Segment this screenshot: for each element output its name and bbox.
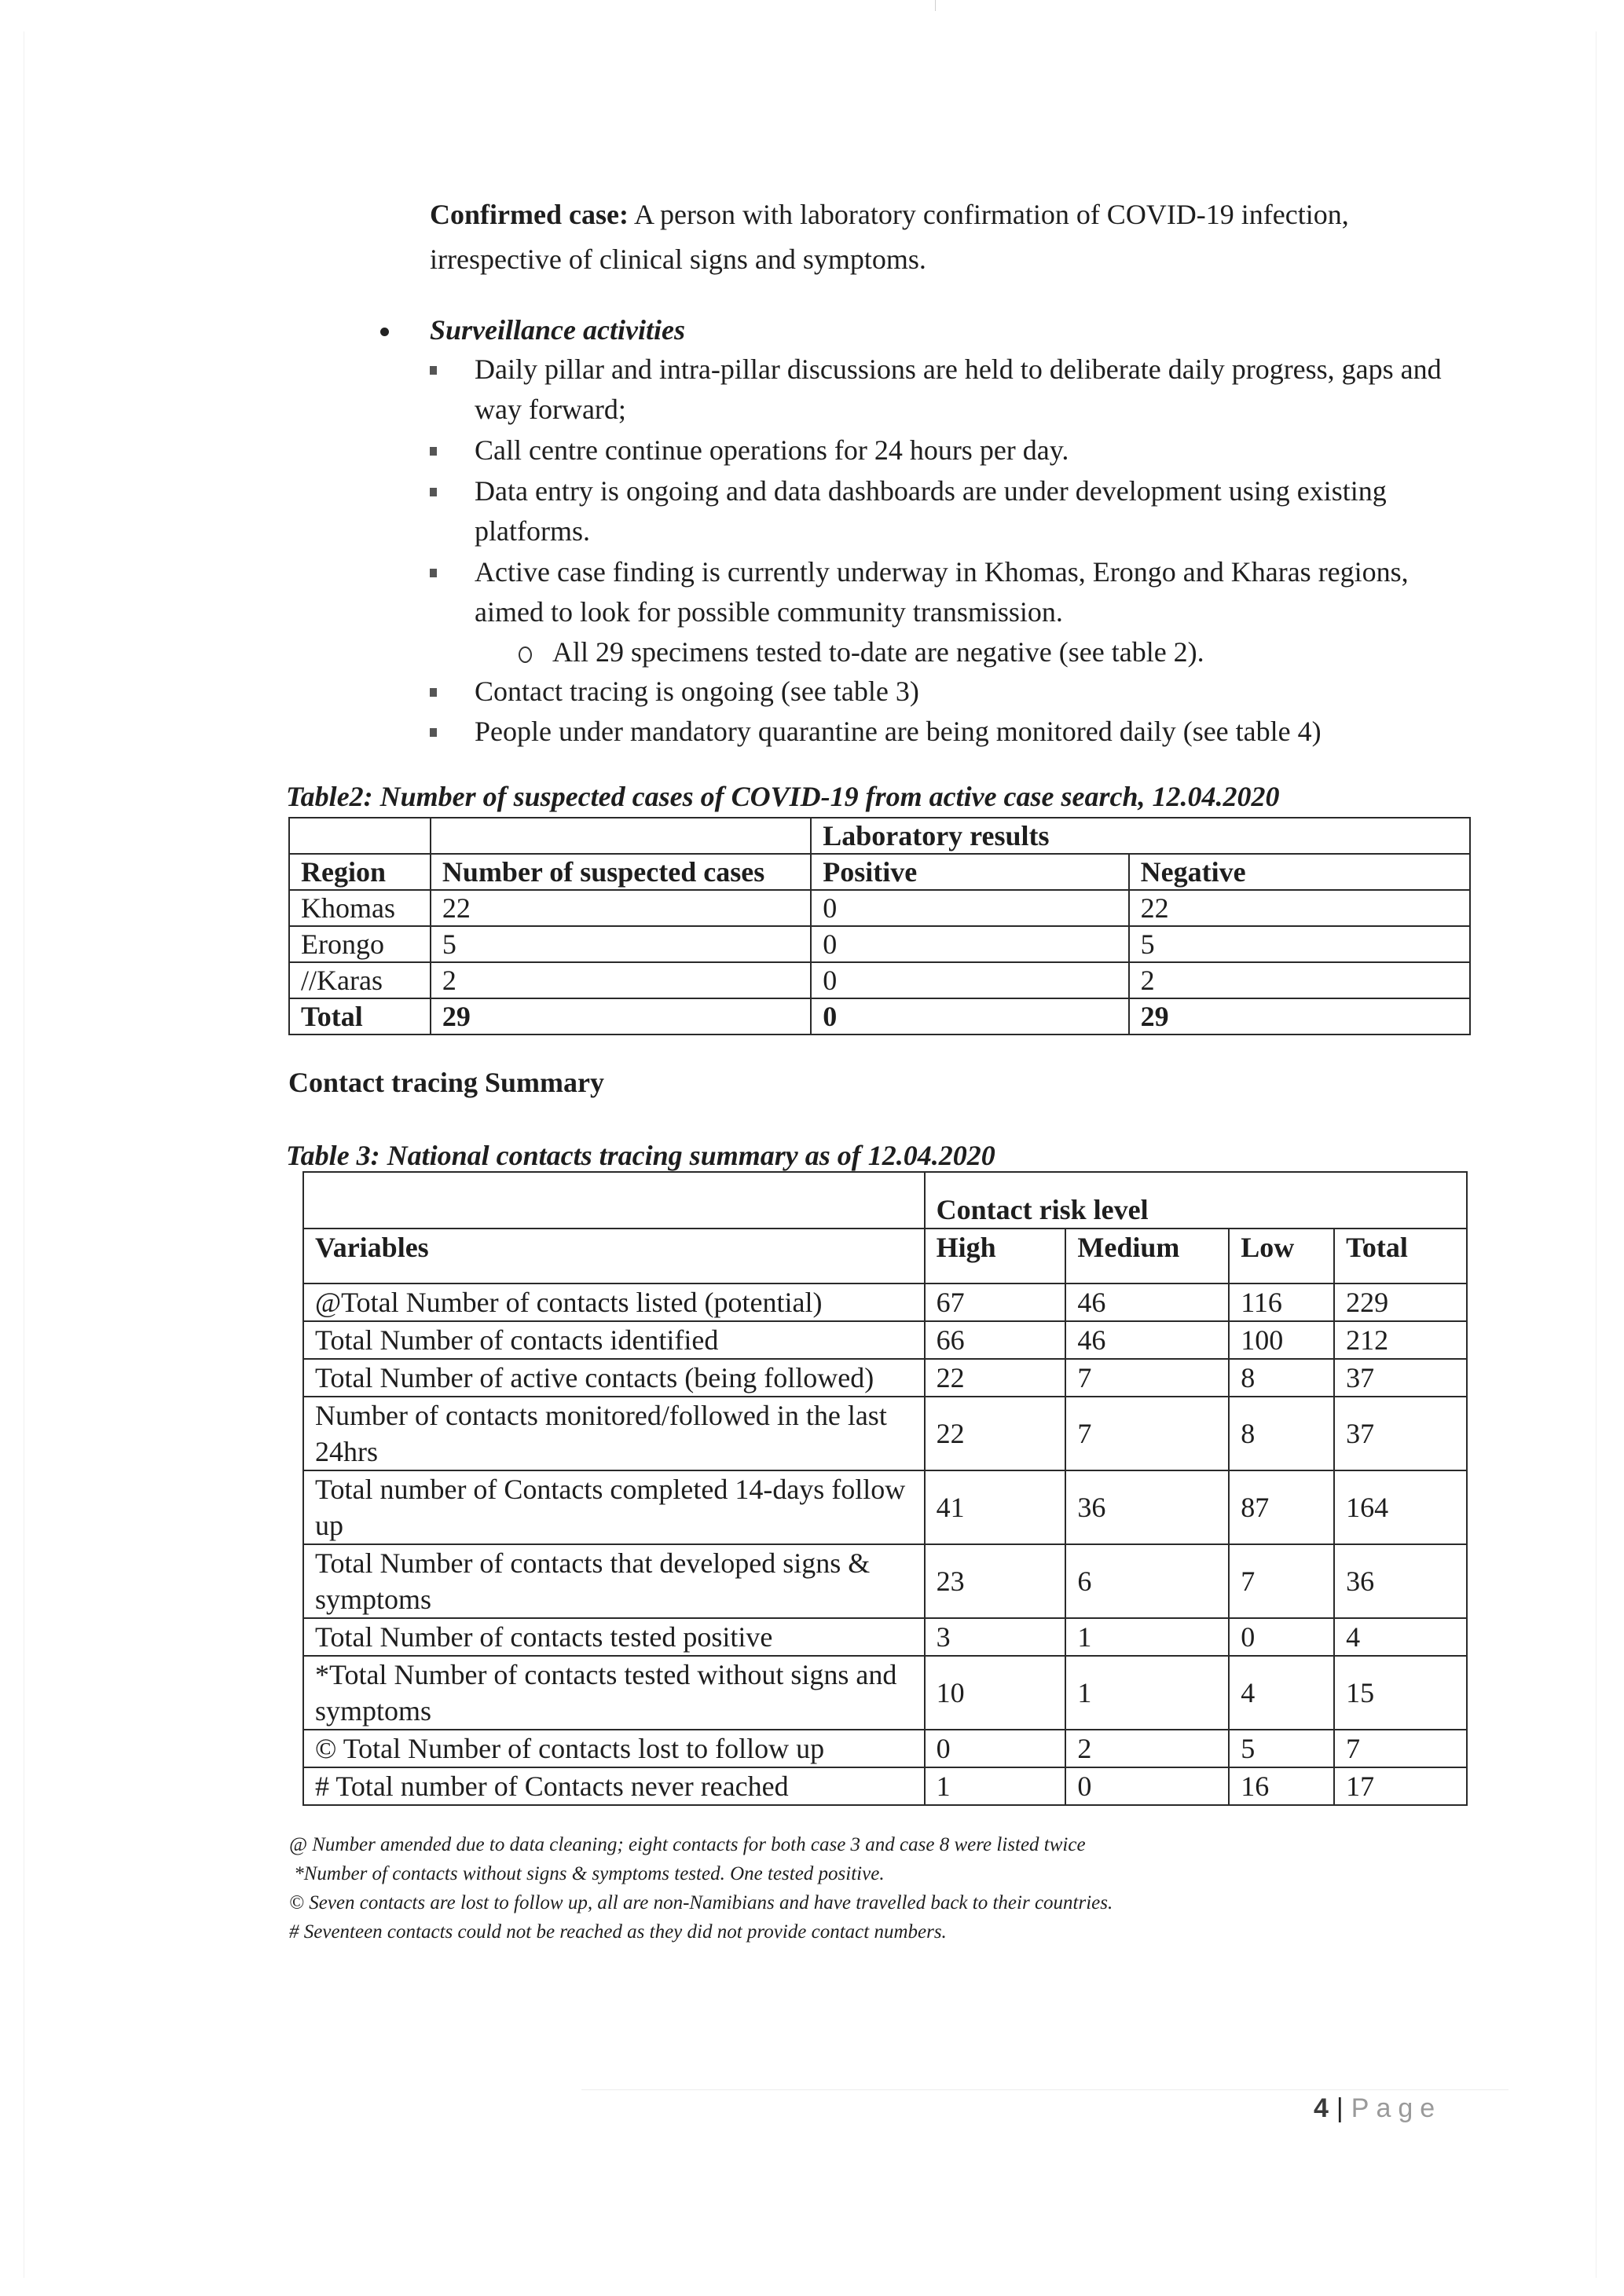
table3-group-header-row <box>303 1172 1467 1229</box>
column-header: Negative <box>1129 854 1470 890</box>
surveillance-title: Surveillance activities <box>430 314 685 346</box>
footnote: © Seven contacts are lost to follow up, all are non-Namibians and have travelled back to their countries. <box>289 1892 1113 1913</box>
column-header: Number of suspected cases <box>431 854 811 890</box>
square-bullet-icon <box>430 569 437 577</box>
surveillance-subitem: All 29 specimens tested to-date are negative (see table 2). <box>519 632 1204 672</box>
table2-header-row <box>289 854 1470 890</box>
footer-divider <box>581 2089 1509 2090</box>
table-row: Total Number of contacts identified 66 46 100 212 <box>303 1321 1467 1359</box>
table3-caption: Table 3: National contacts tracing summary as of 12.04.2020 <box>286 1140 995 1171</box>
surveillance-item: Contact tracing is ongoing (see table 3) <box>430 672 1467 712</box>
surveillance-item: Call centre continue operations for 24 hours per day. <box>430 430 1467 471</box>
table3 <box>302 1171 1468 1806</box>
table-row: *Total Number of contacts tested without signs and symptoms 10 1 4 15 <box>303 1656 1467 1730</box>
table-row: Number of contacts monitored/followed in the last 24hrs 22 7 8 37 <box>303 1397 1467 1470</box>
table2-caption: Table2: Number of suspected cases of COVID-19 from active case search, 12.04.2020 <box>286 781 1280 812</box>
square-bullet-icon <box>430 366 437 375</box>
table-row: Total Number of active contacts (being followed) 22 7 8 37 <box>303 1359 1467 1397</box>
scan-mark <box>935 0 936 11</box>
table-row: Total Number of contacts that developed signs & symptoms 23 6 7 36 <box>303 1544 1467 1618</box>
table2-group-header: Laboratory results <box>811 818 1470 854</box>
table2 <box>288 817 1471 1035</box>
confirmed-case-term: Confirmed case: <box>430 199 629 230</box>
footnote: @ Number amended due to data cleaning; eight contacts for both case 3 and case 8 were listed twice <box>289 1834 1086 1855</box>
surveillance-item: Active case finding is currently underway in Khomas, Erongo and Kharas regions, aimed to look for possible community transmission. <box>430 552 1467 632</box>
table-row: Erongo 5 0 5 <box>289 926 1470 962</box>
page-number: 4 | Page <box>1314 2093 1443 2123</box>
table-row: Total number of Contacts completed 14-days follow up 41 36 87 164 <box>303 1470 1467 1544</box>
table3-group-header: Contact risk level <box>925 1172 1467 1229</box>
table-total-row: Total 29 0 29 <box>289 998 1470 1034</box>
square-bullet-icon <box>430 728 437 737</box>
surveillance-item: People under mandatory quarantine are being monitored daily (see table 4) <box>430 712 1467 752</box>
column-header: Total <box>1334 1229 1467 1283</box>
surveillance-item: Data entry is ongoing and data dashboards are under development using existing platforms. <box>430 471 1467 551</box>
table-row: //Karas 2 0 2 <box>289 962 1470 998</box>
table-row: @Total Number of contacts listed (potential) 67 46 116 229 <box>303 1283 1467 1321</box>
column-header: Low <box>1229 1229 1334 1283</box>
table3-footnotes <box>289 1830 1113 1946</box>
table-row: © Total Number of contacts lost to follow up 0 2 5 7 <box>303 1730 1467 1767</box>
confirmed-case-text: A person with laboratory confirmation of COVID-19 infection, irrespective of clinical signs and symptoms. <box>430 199 1349 275</box>
square-bullet-icon <box>430 688 437 697</box>
hollow-circle-bullet-icon <box>519 646 532 663</box>
square-bullet-icon <box>430 488 437 496</box>
table-row: Total Number of contacts tested positive 3 1 0 4 <box>303 1618 1467 1656</box>
column-header: Positive <box>811 854 1128 890</box>
footnote: # Seventeen contacts could not be reached as they did not provide contact numbers. <box>289 1921 947 1943</box>
footnote: *Number of contacts without signs & symptoms tested. One tested positive. <box>289 1863 885 1884</box>
surveillance-item: Daily pillar and intra-pillar discussions are held to deliberate daily progress, gaps and way forward; <box>430 350 1467 430</box>
column-header: Region <box>289 854 431 890</box>
confirmed-case-definition <box>430 192 1451 282</box>
table2-group-header-row <box>289 818 1470 854</box>
square-bullet-icon <box>430 447 437 456</box>
table-row: Khomas 22 0 22 <box>289 890 1470 926</box>
bullet-dot-icon <box>380 328 389 336</box>
column-header: Variables <box>303 1229 925 1283</box>
column-header: Medium <box>1065 1229 1229 1283</box>
contact-tracing-heading: Contact tracing Summary <box>288 1067 604 1098</box>
table-row: # Total number of Contacts never reached 1 0 16 17 <box>303 1767 1467 1805</box>
table3-header-row <box>303 1229 1467 1283</box>
column-header: High <box>925 1229 1066 1283</box>
